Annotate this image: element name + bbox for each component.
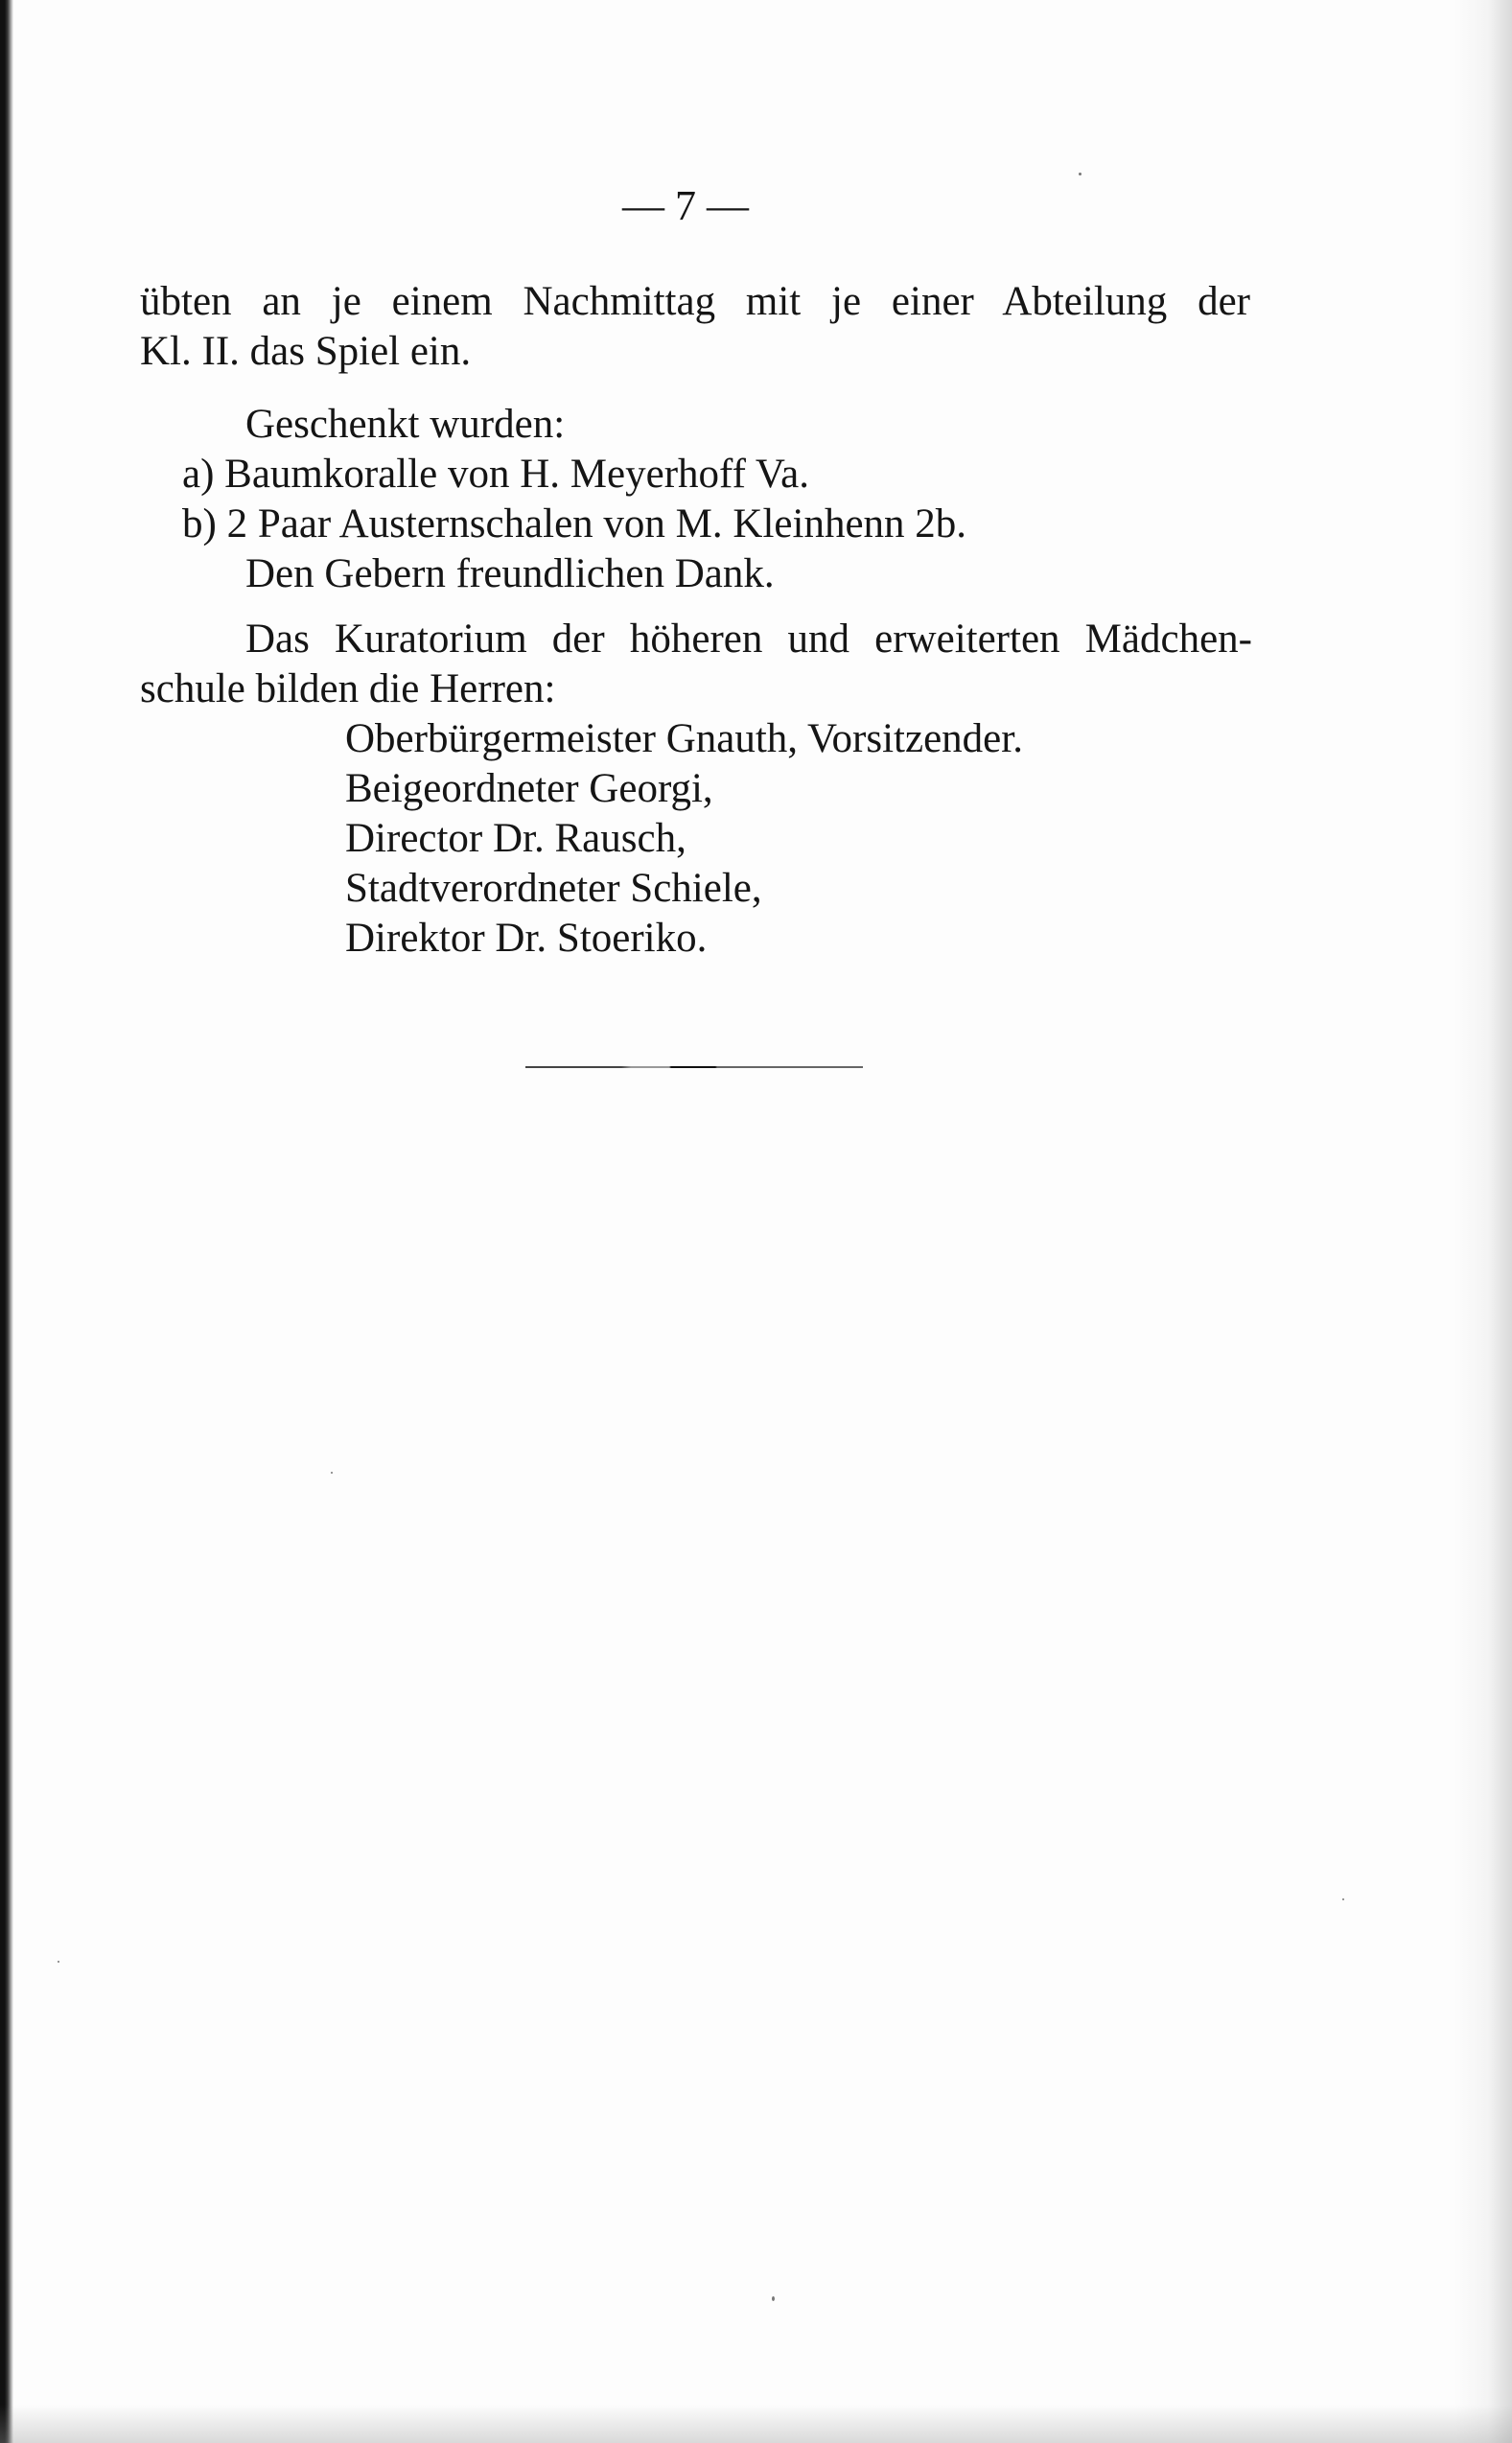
paragraph-line: Kl. II. das Spiel ein.	[140, 329, 472, 374]
scan-left-edge	[0, 0, 13, 2443]
scan-speck	[331, 1472, 333, 1474]
paragraph-line: übten an je einem Nachmittag mit je einer Abteilung der	[140, 279, 1250, 324]
scan-speck	[58, 1961, 59, 1963]
paragraph-line: Das Kuratorium der höheren und erweiterten Mädchen-	[245, 617, 1252, 662]
scan-bottom-edge	[0, 2405, 1512, 2443]
page-number: — 7 —	[622, 182, 749, 229]
scan-right-edge	[1454, 0, 1512, 2443]
scan-speck	[1079, 173, 1082, 175]
board-member: Direktor Dr. Stoeriko.	[345, 916, 708, 961]
paragraph-line: schule bilden die Herren:	[140, 666, 556, 711]
thanks-line: Den Gebern freundlichen Dank.	[245, 551, 775, 596]
board-member: Stadtverordneter Schiele,	[345, 866, 762, 911]
gift-item-b: b) 2 Paar Austernschalen von M. Kleinhenn 2b.	[182, 501, 967, 547]
board-member: Oberbürgermeister Gnauth, Vorsitzender.	[345, 716, 1023, 761]
board-member: Director Dr. Rausch,	[345, 816, 686, 861]
scan-speck	[772, 2296, 775, 2301]
scan-speck	[1342, 1898, 1344, 1900]
gifts-heading: Geschenkt wurden:	[245, 402, 566, 447]
gift-item-a: a) Baumkoralle von H. Meyerhoff Va.	[182, 452, 809, 497]
section-divider-rule	[525, 1066, 863, 1068]
board-member: Beigeordneter Georgi,	[345, 766, 713, 811]
